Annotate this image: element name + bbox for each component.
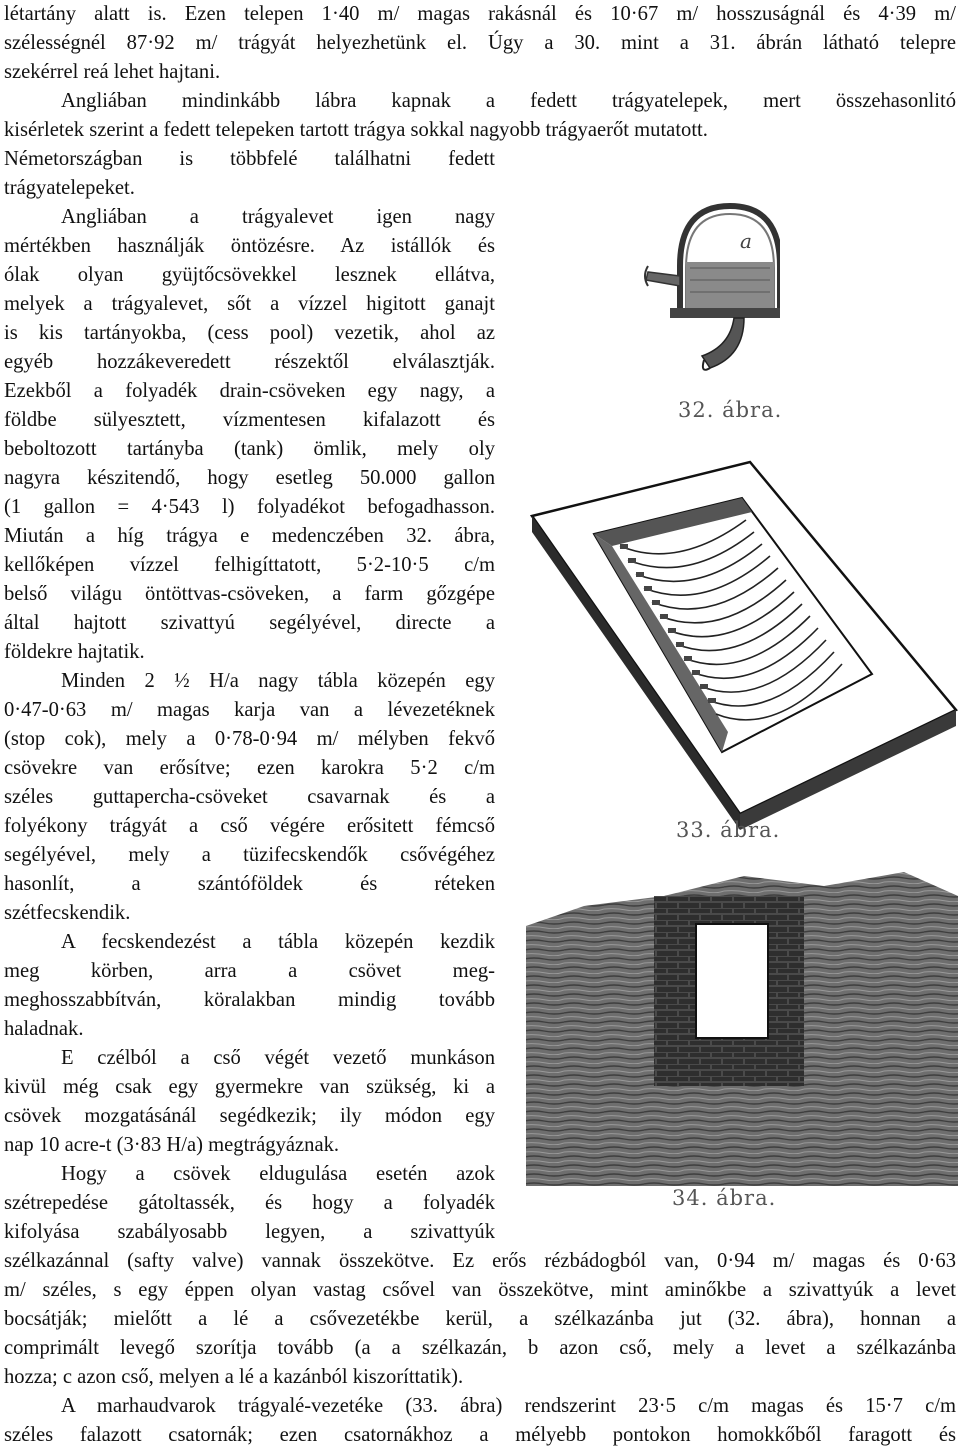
text-line: Németországban is többfelé találhatni fedett bbox=[4, 148, 495, 170]
text-line: Ezekből a folyadék drain-csöveken egy nagy, a bbox=[4, 380, 495, 402]
text-line: szekérrel reá lehet hajtani. bbox=[4, 61, 221, 83]
text-line: Hogy a csövek eldugulása esetén azok bbox=[61, 1163, 495, 1185]
text-line: m/ széles, s egy éppen olyan vastag csővel van összekötve, mint aminőkbe a szivattyúk a levet bbox=[4, 1279, 956, 1301]
text-line: hasonlít, a szántóföldek és réteken bbox=[4, 873, 495, 895]
text-line: szétrepedése gátoltassék, és hogy a folyadék bbox=[4, 1192, 495, 1214]
text-line: csövek mozgatásánál segédkezik; ily módon egy bbox=[4, 1105, 495, 1127]
text-line: folyékony trágyát a cső végére erősitett fémcső bbox=[4, 815, 495, 837]
text-line: kifolyása szabályosabb legyen, a szivattyúk bbox=[4, 1221, 495, 1243]
text-line: nagyra készitendő, hogy esetleg 50.000 gallon bbox=[4, 467, 495, 489]
text-line: szélkazánnal (safty valve) vannak összekötve. Ez erős rézbádogból van, 0·94 m/ magas és 0·63 bbox=[4, 1250, 956, 1272]
figure-32-caption: 32. ábra. bbox=[678, 398, 783, 422]
text-line: kivül még csak egy gyermekre van szükség, ki a bbox=[4, 1076, 495, 1098]
text-line: bocsátják; mielőtt a lé a csővezetékbe kerül, a szélkazánba jut (32. ábra), honnan a bbox=[4, 1308, 956, 1330]
text-line: E czélból a cső végét vezető munkáson bbox=[61, 1047, 495, 1069]
text-line: melyek a trágyalevet, sőt a vízzel higitott ganajt bbox=[4, 293, 495, 315]
text-line: meg körben, arra a csövet meg- bbox=[4, 960, 495, 982]
text-line: segélyével, mely a tüzifecskendők csővégéhez bbox=[4, 844, 495, 866]
text-line: szélességnél 87·92 m/ trágyát helyezhetünk el. Úgy a 30. mint a 31. ábrán látható telepre bbox=[4, 32, 956, 54]
text-line: kellőképen vízzel felhigíttatott, 5·2-10·5 c/m bbox=[4, 554, 495, 576]
figure-34-brick-frame-illustration bbox=[524, 866, 960, 1196]
figure-32-label-a: a bbox=[740, 229, 752, 253]
text-line: Minden 2 ½ H/a nagy tábla közepén egy bbox=[61, 670, 495, 692]
text-line: A fecskendezést a tábla közepén kezdik bbox=[61, 931, 495, 953]
text-line: (1 gallon = 4·543 l) folyadékot befogadhasson. bbox=[4, 496, 495, 518]
text-line: széles guttapercha-csöveket csavarnak és a bbox=[4, 786, 495, 808]
text-line: Angliában mindinkább lábra kapnak a fedett trágyatelepek, mert összehasonlitó bbox=[61, 90, 956, 112]
text-line: Angliában a trágyalevet igen nagy bbox=[61, 206, 495, 228]
text-line: comprimált levegő szorítja tovább (a a szélkazán, b azon cső, mely a levet a szélkazánba bbox=[4, 1337, 956, 1359]
text-line: által hajtott szivattyú segélyével, directe a bbox=[4, 612, 495, 634]
figure-33-caption: 33. ábra. bbox=[676, 818, 781, 842]
text-line: széles falazott csatornák; ezen csatornákhoz a mélyebb pontokon homokkőből faragott és bbox=[4, 1424, 956, 1446]
text-line: kisérletek szerint a fedett telepeken tartott trágya sokkal nagyobb trágyaerőt mutatott. bbox=[4, 119, 708, 141]
text-line: 0·47-0·63 m/ magas karja van a lévezetéknek bbox=[4, 699, 495, 721]
text-line: haladnak. bbox=[4, 1018, 84, 1040]
text-line: belső világu öntöttvas-csöveken, a farm gőzgépe bbox=[4, 583, 495, 605]
text-line: nap 10 acre-t (3·83 H/a) megtrágyáznak. bbox=[4, 1134, 340, 1156]
text-line: egyéb hozzákeveredett részektől elválasztják. bbox=[4, 351, 495, 373]
text-line: ólak olyan gyüjtőcsövekkel lesznek ellátva, bbox=[4, 264, 495, 286]
text-line: trágyatelepeket. bbox=[4, 177, 135, 199]
text-line: (stop cok), mely a 0·78-0·94 m/ mélyben fekvő bbox=[4, 728, 495, 750]
text-line: csövekre van erősítve; ezen karokra 5·2 c/m bbox=[4, 757, 495, 779]
text-line: földbe sülyesztett, vízmentesen kifalazott és bbox=[4, 409, 495, 431]
figure-33-trough-illustration bbox=[528, 460, 960, 832]
text-line: szétfecskendik. bbox=[4, 902, 131, 924]
text-line: mértékben használják öntözésre. Az istállók és bbox=[4, 235, 495, 257]
text-line: Miután a híg trágya e medenczében 32. ábra, bbox=[4, 525, 495, 547]
text-line: földekre hajtatik. bbox=[4, 641, 145, 663]
text-line: A marhaudvarok trágyalé-vezetéke (33. ábra) rendszerint 23·5 c/m magas és 15·7 c/m bbox=[61, 1395, 956, 1417]
text-line: hozza; c azon cső, melyen a lé a kazánból kiszoríttatik). bbox=[4, 1366, 464, 1388]
text-line: beboltozott tartányba (tank) ömlik, mely oly bbox=[4, 438, 495, 460]
text-line: létartány alatt is. Ezen telepen 1·40 m/ magas rakásnál és 10·67 m/ hosszuságnál és 4·39 m/ bbox=[4, 3, 956, 25]
text-line: meghosszabbítván, köralakban mindig tovább bbox=[4, 989, 495, 1011]
figure-32-wind-kettle-illustration bbox=[640, 196, 780, 396]
figure-34-caption: 34. ábra. bbox=[672, 1186, 777, 1210]
text-line: is kis tartányokba, (cess pool) vezetik, ahol az bbox=[4, 322, 495, 344]
